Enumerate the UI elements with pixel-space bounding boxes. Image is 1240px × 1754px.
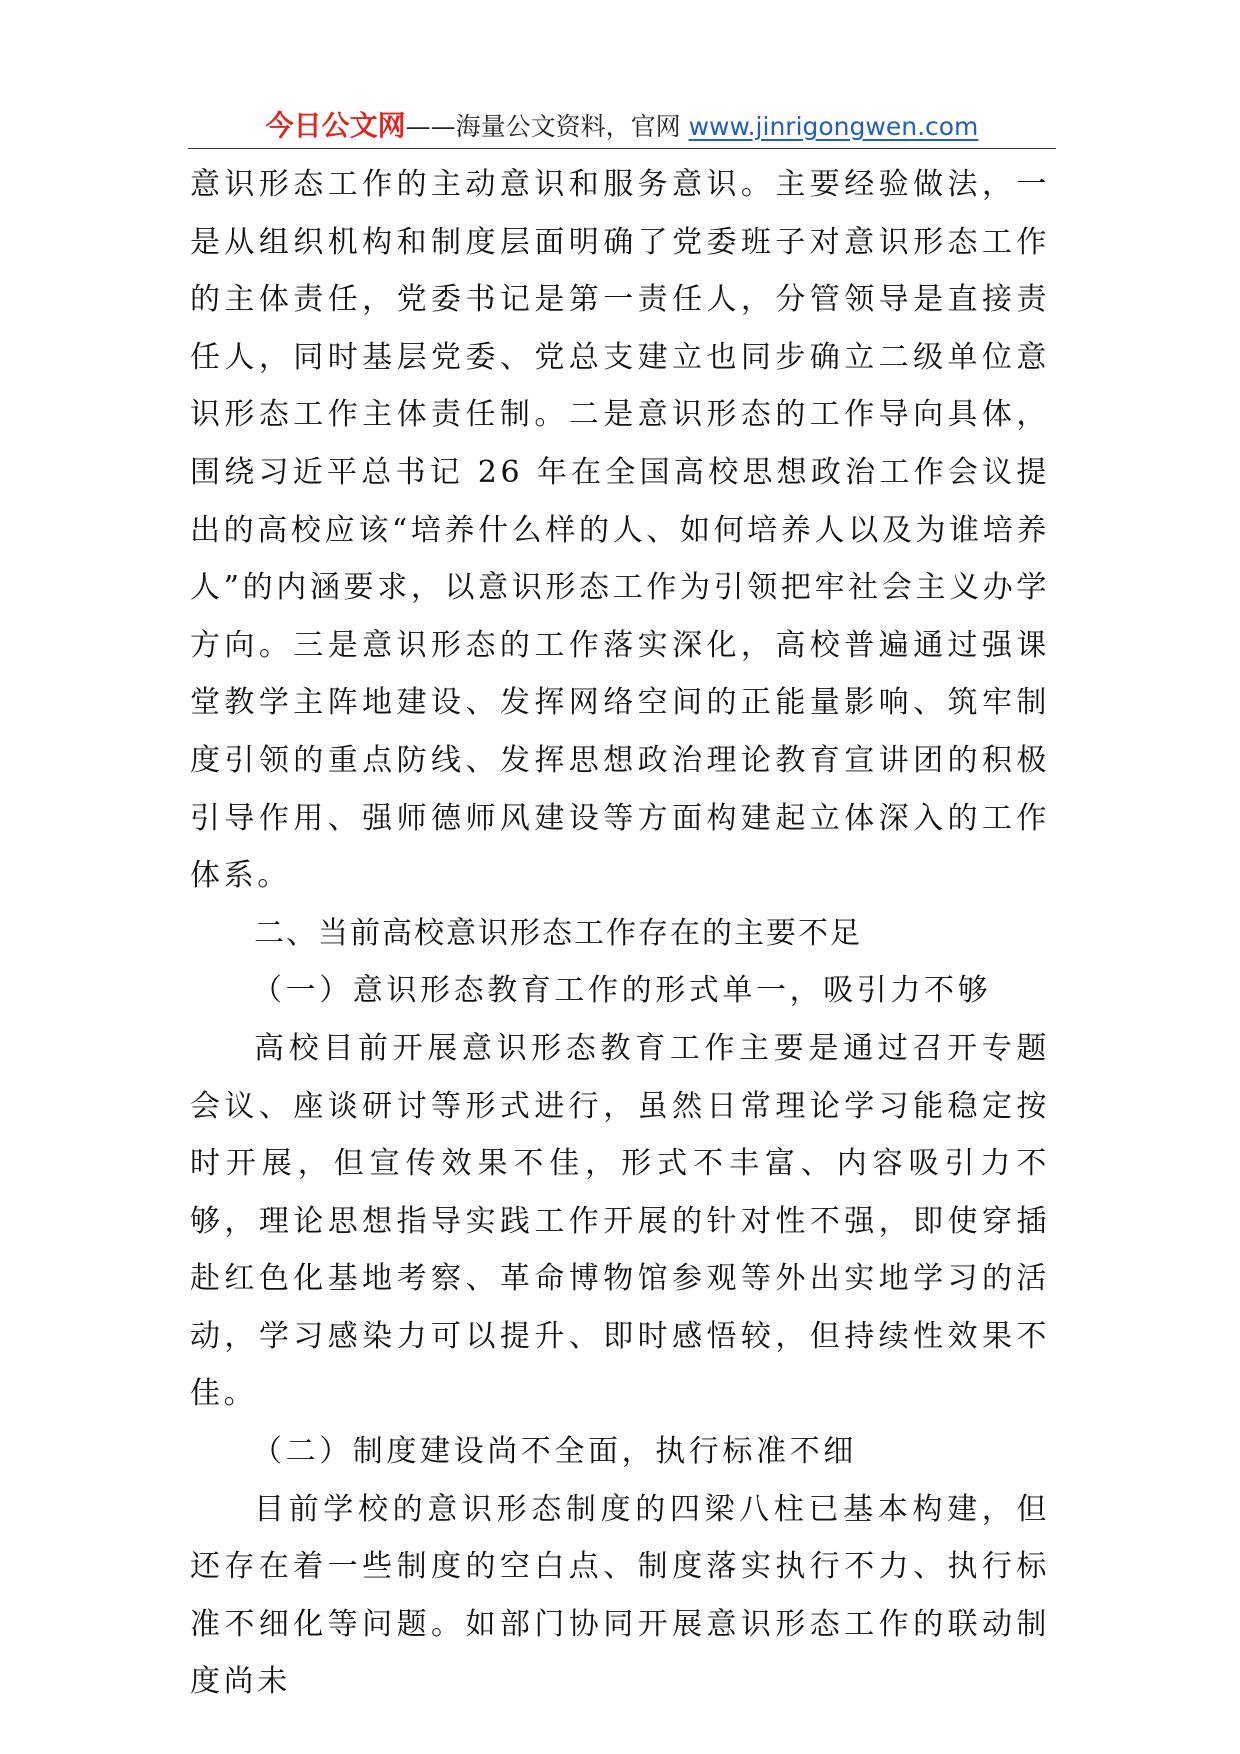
website-link[interactable]: www.jinrigongwen.com: [688, 112, 979, 141]
subsection-1-paragraph: 高校目前开展意识形态教育工作主要是通过召开专题会议、座谈研讨等形式进行，虽然日常理论学习能稳定按时开展，但宣传效果不佳，形式不丰富、内容吸引力不够，理论思想指导实践工作开展的针对性不强，即使穿插赴红色化基地考察、革命博物馆参观等外出实地学习的活动，学习感染力可以提升、即时感悟较，但持续性效果不佳。: [190, 1030, 1050, 1412]
paragraph-continued: 意识形态工作的主动意识和服务意识。主要经验做法，一是从组织机构和制度层面明确了党委班子对意识形态工作的主体责任，党委书记是第一责任人，分管领导是直接责任人，同时基层党委、党总支建立也同步确立二级单位意识形态工作主体责任制。二是意识形态的工作导向具体，围绕习近平总书记 26 年在全国高校思想政治工作会议提出的高校应该“培养什么样的人、如何培养人以及为谁培养人”的内涵要求，以意识形态工作为引领把牢社会主义办学方向。三是意识形态的工作落实深化，高校普遍通过强课堂教学主阵地建设、发挥网络空间的正能量影响、筑牢制度引领的重点防线、发挥思想政治理论教育宣讲团的积极引导作用、强师德师风建设等方面构建起立体深入的工作体系。: [190, 167, 1050, 894]
subsection-heading-1: （一）意识形态教育工作的形式单一，吸引力不够: [252, 973, 992, 1009]
document-body: [190, 156, 1050, 1711]
subsection-2-paragraph: 目前学校的意识形态制度的四梁八柱已基本构建，但还存在着一些制度的空白点、制度落实执行不力、执行标准不细化等问题。如部门协同开展意识形态工作的联动制度尚未: [190, 1491, 1050, 1700]
page-header: [188, 106, 1056, 152]
header-divider: [188, 148, 1056, 149]
section-heading-2: 二、当前高校意识形态工作存在的主要不足: [254, 915, 862, 951]
header-tagline: 海量公文资料，官网: [455, 112, 689, 141]
header-dash: ——: [405, 112, 456, 141]
brand-name: 今日公文网: [265, 109, 406, 142]
subsection-heading-2: （二）制度建设尚不全面，执行标准不细: [252, 1434, 857, 1470]
